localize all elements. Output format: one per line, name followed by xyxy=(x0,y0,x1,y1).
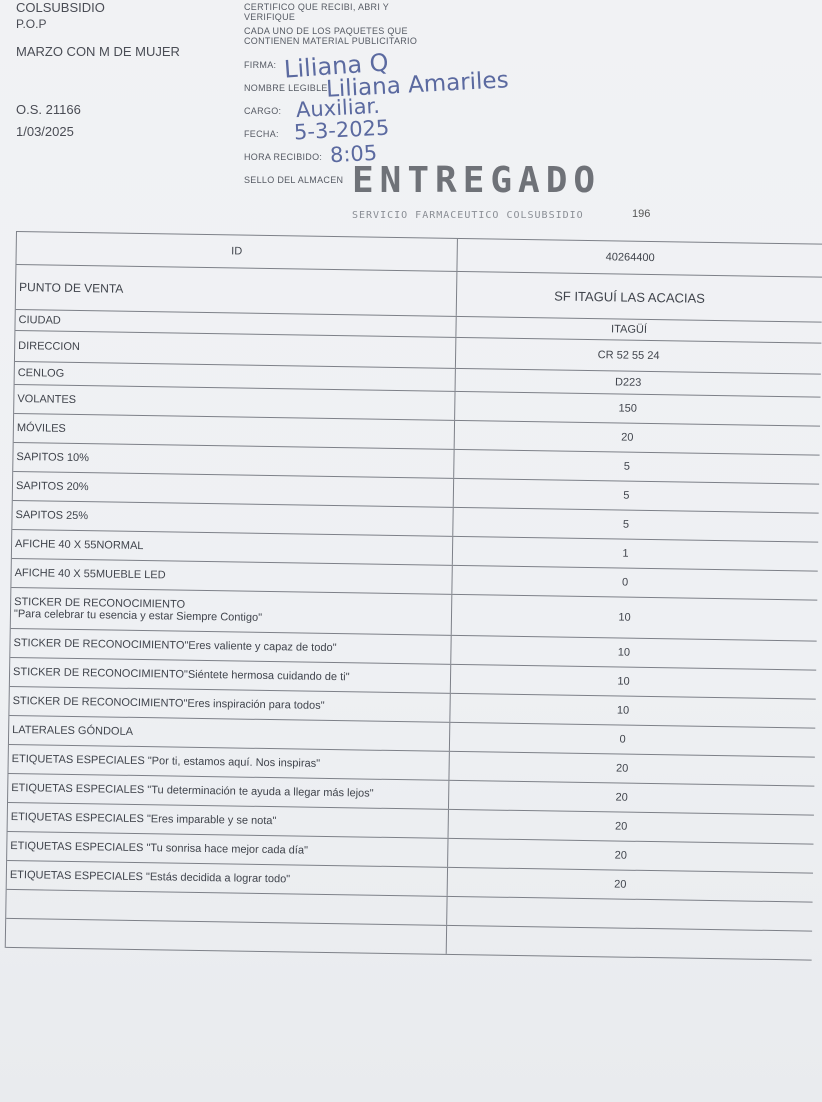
row-value: 0 xyxy=(619,733,626,746)
row-value: D223 xyxy=(614,376,642,389)
handwritten-hora: 8:05 xyxy=(329,140,378,168)
row-value: 20 xyxy=(614,878,627,891)
row-label-text: ETIQUETAS ESPECIALES "Tu sonrisa hace mejor cada día" xyxy=(10,839,309,857)
row-value: 20 xyxy=(615,762,629,775)
row-label xyxy=(16,265,458,316)
handwritten-cargo: Auxiliar. xyxy=(295,93,381,123)
row-label-text: STICKER DE RECONOCIMIENTO xyxy=(14,596,186,611)
nombre-label: NOMBRE LEGIBLE: xyxy=(244,83,331,93)
row-label-text: STICKER DE RECONOCIMIENTO"Eres valiente y capaz de todo" xyxy=(13,637,337,655)
row-value: 0 xyxy=(621,576,629,589)
fecha-label: FECHA: xyxy=(244,129,279,139)
handwritten-fecha: 5-3-2025 xyxy=(293,115,390,145)
row-value: 10 xyxy=(618,611,631,624)
row-value: ITAGÜÍ xyxy=(610,323,648,336)
hora-label: HORA RECIBIDO: xyxy=(244,152,323,162)
row-value xyxy=(447,926,812,960)
row-label-text: PUNTO DE VENTA xyxy=(19,280,124,296)
row-label-subtext: "Para celebrar tu esencia y estar Siempre Contigo" xyxy=(13,608,263,624)
campaign-title: MARZO CON M DE MUJER xyxy=(16,44,180,59)
row-label-text: AFICHE 40 X 55MUEBLE LED xyxy=(14,567,166,582)
row-value: 40264400 xyxy=(605,251,655,265)
row-value: 20 xyxy=(614,849,627,862)
row-value: CR 52 55 24 xyxy=(597,349,660,363)
row-label-text: SAPITOS 10% xyxy=(16,451,90,465)
row-label-text: CIUDAD xyxy=(18,314,61,327)
row-label-text: ETIQUETAS ESPECIALES "Tu determinación te ayuda a llegar más lejos" xyxy=(11,781,374,800)
sello-label: SELLO DEL ALMACEN xyxy=(244,175,344,185)
row-value: 5 xyxy=(622,518,630,531)
row-label-text: STICKER DE RECONOCIMIENTO"Eres inspiración para todos" xyxy=(12,695,325,712)
certify-text-3: CADA UNO DE LOS PAQUETES QUE xyxy=(244,26,408,36)
row-value: 20 xyxy=(615,791,628,804)
row-value: 10 xyxy=(616,704,630,717)
row-value: 20 xyxy=(621,431,634,444)
row-label-text: DIRECCION xyxy=(18,340,81,354)
row-value: 150 xyxy=(618,402,638,415)
row-label-text xyxy=(9,904,443,911)
row-label-text: ETIQUETAS ESPECIALES "Estás decidida a lograr todo" xyxy=(9,868,291,886)
page-number: 196 xyxy=(632,208,651,220)
delivered-stamp: ENTREGADO xyxy=(352,160,602,201)
delivery-table xyxy=(5,231,822,961)
row-label xyxy=(11,588,453,635)
cargo-label: CARGO: xyxy=(244,106,282,116)
row-label-text: STICKER DE RECONOCIMIENTO"Siéntete hermosa cuidando de ti" xyxy=(12,666,350,684)
row-value: SF ITAGUÍ LAS ACACIAS xyxy=(554,287,706,306)
row-value: 10 xyxy=(617,646,631,659)
row-label-text: ETIQUETAS ESPECIALES "Eres imparable y se nota" xyxy=(10,810,277,828)
row-label-text: SAPITOS 20% xyxy=(15,480,89,494)
handwritten-signature: Liliana Q xyxy=(283,48,390,84)
row-label-text: MÓVILES xyxy=(16,422,66,435)
row-label-text: CENLOG xyxy=(17,367,65,380)
order-number: O.S. 21166 xyxy=(16,102,81,117)
org-name: COLSUBSIDIO xyxy=(16,0,105,15)
firma-label: FIRMA: xyxy=(244,60,277,70)
row-value: 10 xyxy=(617,675,630,688)
pop-label: P.O.P xyxy=(16,17,47,31)
row-value: 20 xyxy=(615,820,628,833)
row-label xyxy=(6,919,447,954)
certify-text-2: VERIFIQUE xyxy=(244,12,296,22)
row-value: 1 xyxy=(622,547,629,560)
row-value: 5 xyxy=(623,489,630,502)
certify-text-1: CERTIFICO QUE RECIBI, ABRI Y xyxy=(244,2,390,12)
row-value: 5 xyxy=(623,460,631,473)
row-label-text xyxy=(9,933,443,940)
row-label-text: LATERALES GÓNDOLA xyxy=(12,724,134,738)
order-date: 1/03/2025 xyxy=(16,124,74,139)
row-label-text: AFICHE 40 X 55NORMAL xyxy=(14,538,144,553)
row-label-text: VOLANTES xyxy=(17,393,77,406)
row-label-text: SAPITOS 25% xyxy=(15,509,89,523)
row-label-text: ETIQUETAS ESPECIALES "Por ti, estamos aquí. Nos inspiras" xyxy=(11,752,321,770)
stamp-subtitle: SERVICIO FARMACEUTICO COLSUBSIDIO xyxy=(352,210,584,221)
certify-text-4: CONTIENEN MATERIAL PUBLICITARIO xyxy=(244,36,418,46)
row-value xyxy=(447,897,812,931)
row-label-text: ID xyxy=(231,245,243,258)
handwritten-name: Liliana Amariles xyxy=(325,67,510,103)
